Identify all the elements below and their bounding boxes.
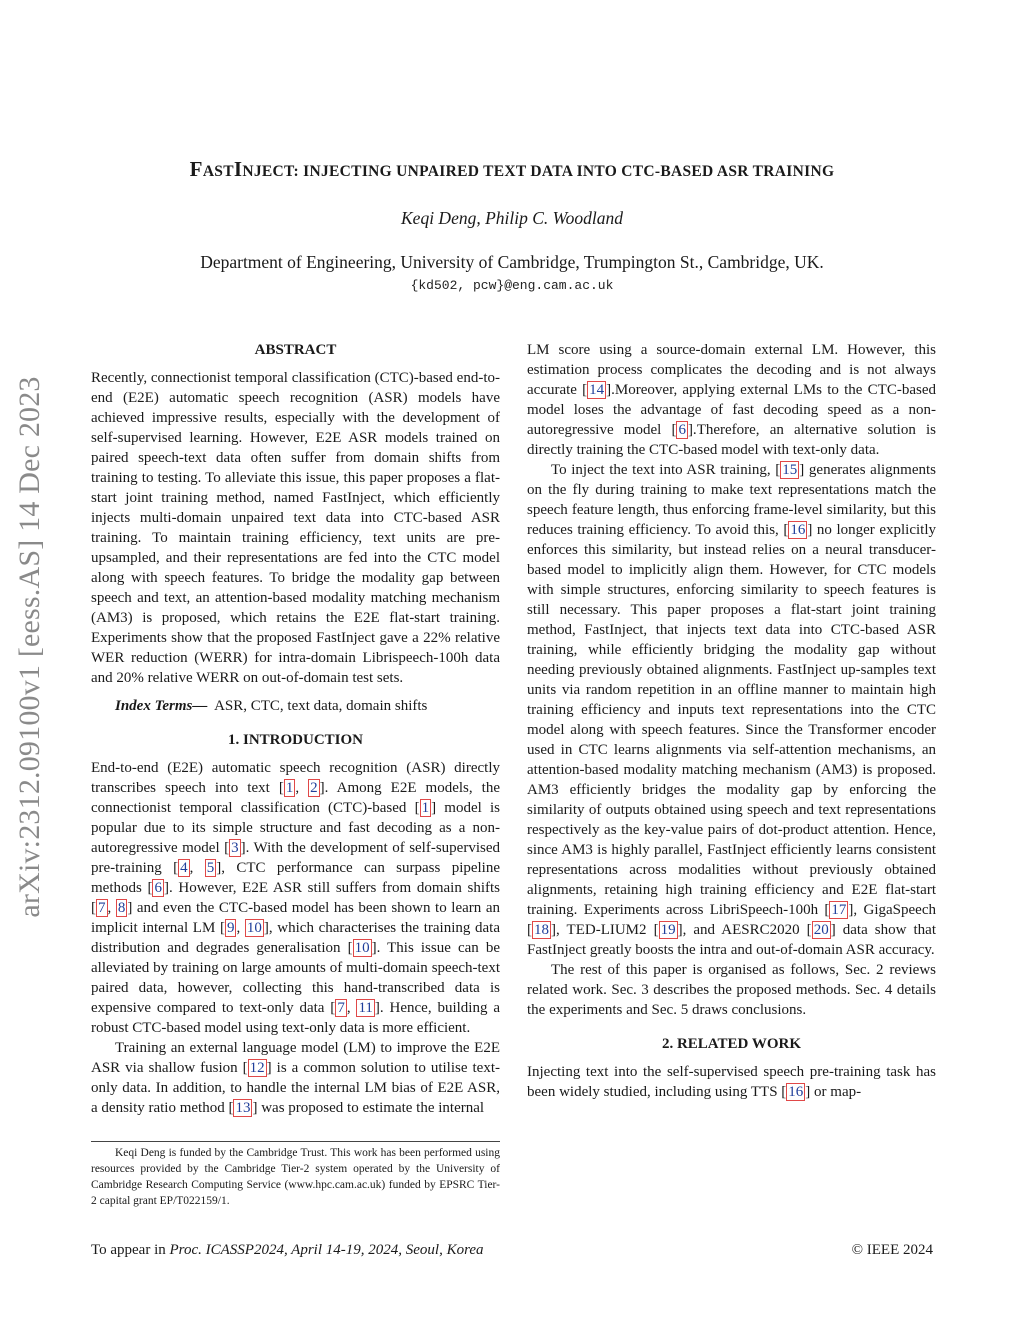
citation-link[interactable]: 12 <box>249 1060 265 1076</box>
right-column <box>527 340 936 1102</box>
citation-link[interactable]: 16 <box>790 522 806 538</box>
citation-link[interactable]: 7 <box>98 900 106 916</box>
text-run: ], CTC performance can surpass pipeline methods [ <box>91 860 501 896</box>
abstract-heading: ABSTRACT <box>254 342 337 358</box>
authors: Keqi Deng, Philip C. Woodland <box>401 208 623 228</box>
intro-paragraph-3 <box>527 460 936 960</box>
left-column <box>91 340 500 1118</box>
citation-link[interactable]: 10 <box>354 940 370 956</box>
text-run: Injecting text into the self-supervised speech pre-training task has been widely studied, including using TTS [ <box>527 1064 936 1100</box>
text-run: ], which characterises the training data distribution and degrades generalisation [ <box>91 920 501 956</box>
index-terms <box>91 696 500 716</box>
arxiv-id[interactable]: arXiv:2312.09100v1 [eess.AS] 14 Dec 2023 <box>13 376 46 918</box>
citation-link[interactable]: 2 <box>310 780 318 796</box>
abstract-text: Recently, connectionist temporal classification (CTC)-based end-to-end (E2E) automatic speech recognition (ASR) models have achieved impressive results, especially with the development of self-supervised learning. However, E2E ASR models trained on paired speech-text data often suffer from domain shifts from training to testing. To alleviate this issue, this paper proposes a flat-start joint training method, named FastInject, which efficiently injects multi-domain unpaired text data into CTC-based ASR training. To maintain training efficiency, text units are pre-upsampled, and their representations are fed into the CTC model along with speech features. To bridge the modality gap between speech and text, an attention-based modality matching mechanism (AM3) is proposed, which retains the E2E flat-start training. Experiments show that the proposed FastInject gave a 22% relative WER reduction (WERR) for intra-domain Librispeech-100h data and 20% relative WERR on out-of-domain test sets. <box>91 370 500 686</box>
text-run: ]. With the development of self-supervised pre-training [ <box>91 840 500 876</box>
citation-link[interactable]: 20 <box>813 922 829 938</box>
citation-link[interactable]: 6 <box>678 422 686 438</box>
text-run: , <box>295 780 309 796</box>
text-run: ], and AESRC2020 [ <box>677 922 812 938</box>
citation-link[interactable]: 7 <box>337 1000 345 1016</box>
affiliation: Department of Engineering, University of Cambridge, Trumpington St., Cambridge, UK. <box>200 252 824 272</box>
citation-link[interactable]: 3 <box>231 840 239 856</box>
intro-heading: 1. INTRODUCTION <box>227 732 363 748</box>
intro-paragraph-1 <box>91 758 500 1038</box>
text-run: ] no longer explicitly enforces this similarity, but instead relies on a neural transducer-based model to implicitly align them. However, for CTC models with simple structures, enforcing similarity to speech features is still necessary. This paper proposes a flat-start joint training method, FastInject, that injects text data into CTC-based ASR training, while efficiently bridging the modality gap without needing previously obtained alignments. FastInject up-samples text units via random repetition in an offline manner to maintain high training efficiency and inputs text representations into the CTC model along with speech features. Since the Transformer encoder used in CTC learns alignments via self-attention mechanisms, an attention-based modality matching mechanism (AM3) is proposed. AM3 efficiently bridges the modality gap by enforcing the similarity of outputs obtained using speech and text representations respectively as the key-value pairs of dot-product attention. Hence, since AM3 is highly parallel, FastInject efficiently learns consistent representations across modalities without previously obtained alignments, retaining high training efficiency and E2E flat-start training. Experiments across LibriSpeech-100h [ <box>527 522 936 918</box>
citation-link[interactable]: 1 <box>421 800 430 816</box>
citation-link[interactable]: 9 <box>226 920 235 936</box>
arxiv-watermark <box>0 0 60 1325</box>
text-run: , <box>346 1000 357 1016</box>
citation-link[interactable]: 5 <box>206 860 215 876</box>
email[interactable]: {kd502, pcw}@eng.cam.ac.uk <box>410 278 614 293</box>
text-run: ] was proposed to estimate the internal <box>252 1100 485 1116</box>
citation-link[interactable]: 8 <box>117 900 126 916</box>
text-run: Moreover, applying external LMs to the CTC-based model loses the advantage of fast decoding speed as a non-autoregressive model [ <box>527 382 936 438</box>
text-run: ], TED-LIUM2 [ <box>551 922 659 938</box>
citation-link[interactable]: 15 <box>782 462 798 478</box>
text-run: , <box>107 900 116 916</box>
citation-link[interactable]: 16 <box>788 1084 804 1100</box>
text-run: End-to-end (E2E) automatic speech recognition (ASR) directly transcribes speech into text [ <box>91 760 500 796</box>
citation-link[interactable]: 11 <box>358 1000 373 1016</box>
citation-link[interactable]: 14 <box>589 382 605 398</box>
text-run: ]. <box>687 422 697 438</box>
title-part: : INJECTING UNPAIRED TEXT DATA INTO CTC-BASED ASR TRAINING <box>293 163 835 180</box>
citation-link[interactable]: 13 <box>235 1100 251 1116</box>
text-run: ]. Hence, building a robust CTC-based model using text-only data is more efficient. <box>91 1000 501 1036</box>
citation-link[interactable]: 17 <box>831 902 847 918</box>
text-run: ] data show that FastInject greatly boosts the intra and out-of-domain ASR accuracy. <box>527 922 937 958</box>
text-run: ]. However, E2E ASR still suffers from domain shifts [ <box>91 880 500 916</box>
citation-link[interactable]: 6 <box>154 880 162 896</box>
text-run: ]. This issue can be alleviated by training on large amounts of multi-domain speech-text paired data, however, collecting this hand-transcribed data is expensive compared to text-only data [ <box>91 940 500 1016</box>
text-run: ] model is popular due to its simple structure and fast decoding as a non-autoregressive model [ <box>91 800 500 856</box>
index-terms-label: Index Terms— <box>115 698 208 714</box>
text-run: To inject the text into ASR training, [ <box>551 462 781 478</box>
text-run: Training an external language model (LM) to improve the E2E ASR via shallow fusion [ <box>91 1040 500 1076</box>
text-run: ] and even the CTC-based model has been shown to learn an implicit internal LM [ <box>91 900 501 936</box>
venue-prefix: To appear in <box>91 1242 170 1258</box>
text-run: ], GigaSpeech [ <box>527 902 936 938</box>
text-run: ] is a common solution to utilise text-only data. In addition, to handle the internal LM bias of E2E ASR, a density ratio method [ <box>91 1060 500 1116</box>
copyright: © IEEE 2024 <box>851 1242 933 1258</box>
title-part: F <box>189 157 203 181</box>
citation-link[interactable]: 1 <box>285 780 294 796</box>
paper-title <box>60 157 964 182</box>
intro-paragraph-2 <box>91 1038 500 1118</box>
venue-name: Proc. ICASSP2024, April 14-19, 2024, Seoul, Korea <box>169 1242 484 1258</box>
related-paragraph-1 <box>527 1062 936 1102</box>
related-heading: 2. RELATED WORK <box>661 1036 802 1052</box>
title-part: AST <box>202 163 234 180</box>
intro-paragraph-2-cont <box>527 340 936 460</box>
title-part: I <box>233 157 243 181</box>
venue-line <box>91 1242 484 1259</box>
intro-paragraph-4: The rest of this paper is organised as follows, Sec. 2 reviews related work. Sec. 3 describes the proposed methods. Sec. 4 details the experiments and Sec. 5 draws conclusions. <box>527 962 936 1018</box>
text-run: ] generates alignments on the fly during training to make text representations match the speech feature length, thus enforcing frame-level similarity, but this reduces training efficiency. To avoid this, [ <box>527 462 936 538</box>
footnote <box>91 1141 500 1209</box>
citation-link[interactable]: 18 <box>534 922 549 938</box>
text-run: ] or map- <box>805 1084 862 1100</box>
text-run: ]. <box>606 382 615 398</box>
citation-link[interactable]: 19 <box>660 922 676 938</box>
text-run: Therefore, an alternative solution is directly training the CTC-based model with text-only data. <box>527 422 936 458</box>
citation-link[interactable]: 4 <box>180 860 188 876</box>
text-run: , <box>236 920 245 936</box>
title-part: NJECT <box>242 163 294 180</box>
citation-link[interactable]: 10 <box>246 920 262 936</box>
text-run: , <box>189 860 205 876</box>
footnote-text: Keqi Deng is funded by the Cambridge Trust. This work has been performed using resources provided by the Cambridge Tier-2 system operated by the University of Cambridge Research Computing Service (www.hpc.cam.ac.uk) funded by EPSRC Tier-2 capital grant EP/T022159/1. <box>91 1147 500 1207</box>
text-run: ]. Among E2E models, the connectionist temporal classification (CTC)-based [ <box>91 780 501 816</box>
text-run: LM score using a source-domain external LM. However, this estimation process complicates the decoding and is not always accurate [ <box>527 342 936 398</box>
index-terms-value: ASR, CTC, text data, domain shifts <box>214 698 428 714</box>
